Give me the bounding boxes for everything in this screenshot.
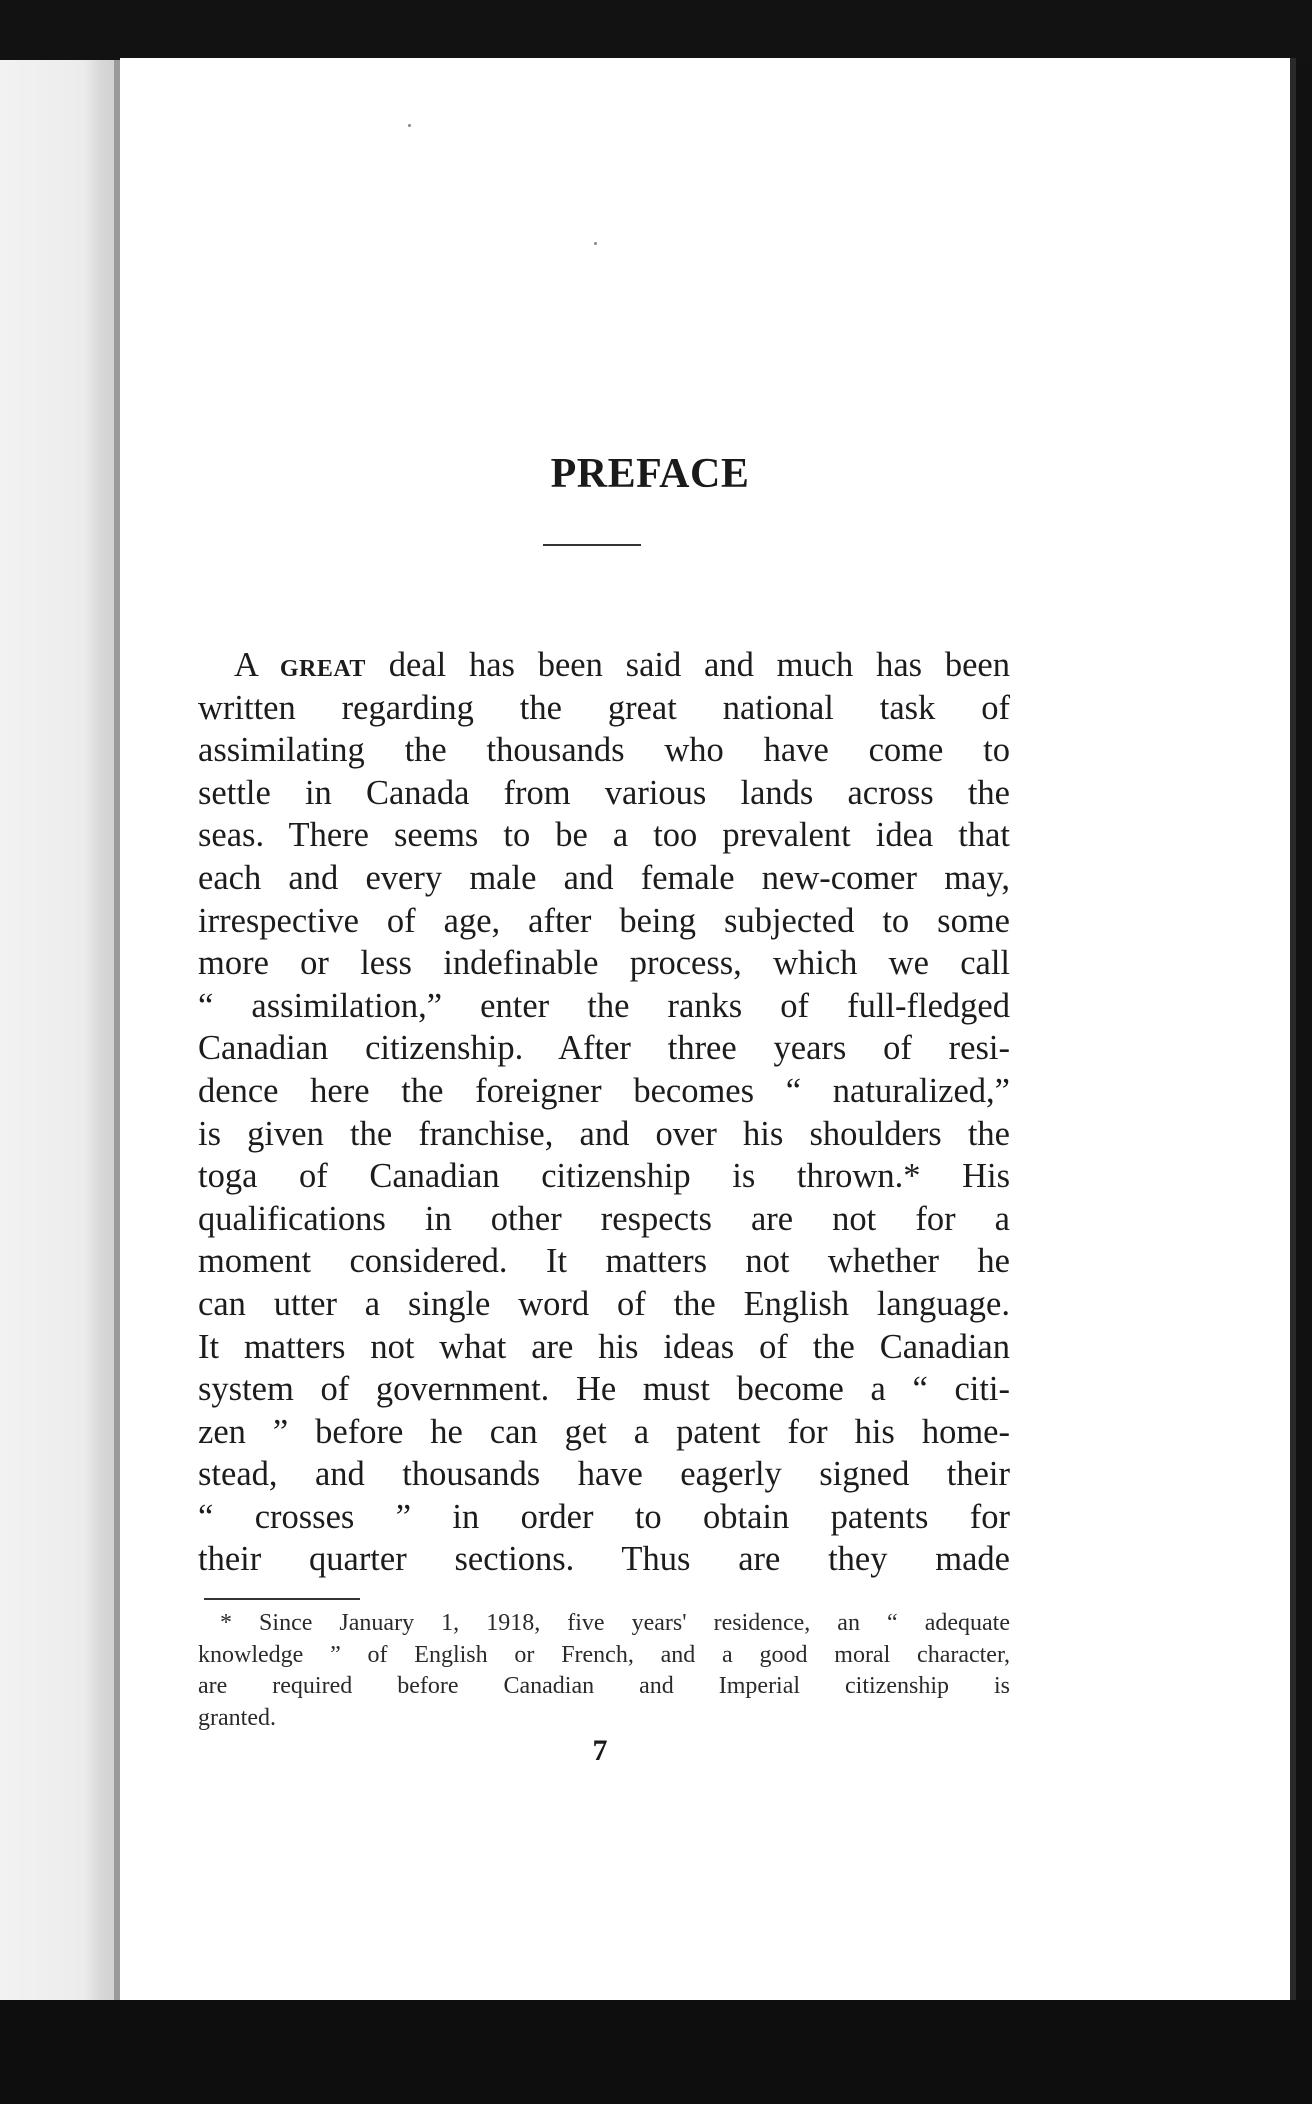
body-line: dence here the foreigner becomes “ naturalized,” [198, 1071, 1010, 1110]
footnote-line: are required before Canadian and Imperial citizenship is [198, 1673, 1010, 1699]
scan-bottom-border [0, 2000, 1312, 2104]
scan-speck [408, 124, 411, 127]
footnote-line: * Since January 1, 1918, five years' residence, an “ adequate [220, 1610, 1010, 1636]
facing-page-edge [0, 60, 120, 2010]
body-line: qualifications in other respects are not for a [198, 1199, 1010, 1238]
footnote-line: granted. [198, 1704, 276, 1731]
body-line: can utter a single word of the English language. [198, 1284, 1010, 1323]
scan-speck [594, 242, 597, 245]
body-line: Canadian citizenship. After three years of resi- [198, 1029, 1010, 1068]
body-line: their quarter sections. Thus are they made [198, 1540, 1010, 1579]
page-title: PREFACE [550, 451, 750, 497]
body-line: settle in Canada from various lands across the [198, 773, 1010, 812]
body-line: system of government. He must become a “ citi- [198, 1370, 1010, 1409]
body-line: A great deal has been said and much has been [234, 646, 1010, 684]
body-line: more or less indefinable process, which we call [198, 944, 1010, 983]
footnote [198, 1608, 1010, 1734]
title-divider [543, 544, 641, 546]
body-line: is given the franchise, and over his shoulders the [198, 1114, 1010, 1153]
body-line: written regarding the great national task of [198, 688, 1010, 727]
footnote-divider [204, 1598, 360, 1600]
body-line: moment considered. It matters not whether he [198, 1242, 1010, 1281]
body-line: zen ” before he can get a patent for his home- [198, 1412, 1010, 1451]
scan-top-border [0, 0, 1312, 64]
body-line: stead, and thousands have eagerly signed their [198, 1455, 1010, 1494]
body-line: It matters not what are his ideas of the Canadian [198, 1327, 1010, 1366]
drop-smallcaps-word: great [279, 646, 366, 684]
footnote-line: knowledge ” of English or French, and a good moral character, [198, 1641, 1010, 1668]
body-line: each and every male and female new-comer may, [198, 858, 1010, 897]
body-line: irrespective of age, after being subjected to some [198, 901, 1010, 940]
body-line: “ crosses ” in order to obtain patents for [198, 1497, 1010, 1536]
preface-body [198, 644, 1010, 1581]
body-line: toga of Canadian citizenship is thrown.* His [198, 1157, 1010, 1196]
page-number: 7 [592, 1734, 608, 1767]
body-line: “ assimilation,” enter the ranks of full-fledged [198, 986, 1010, 1025]
body-line: assimilating the thousands who have come to [198, 731, 1010, 770]
book-page [120, 58, 1296, 2006]
body-line: seas. There seems to be a too prevalent idea that [198, 816, 1010, 855]
